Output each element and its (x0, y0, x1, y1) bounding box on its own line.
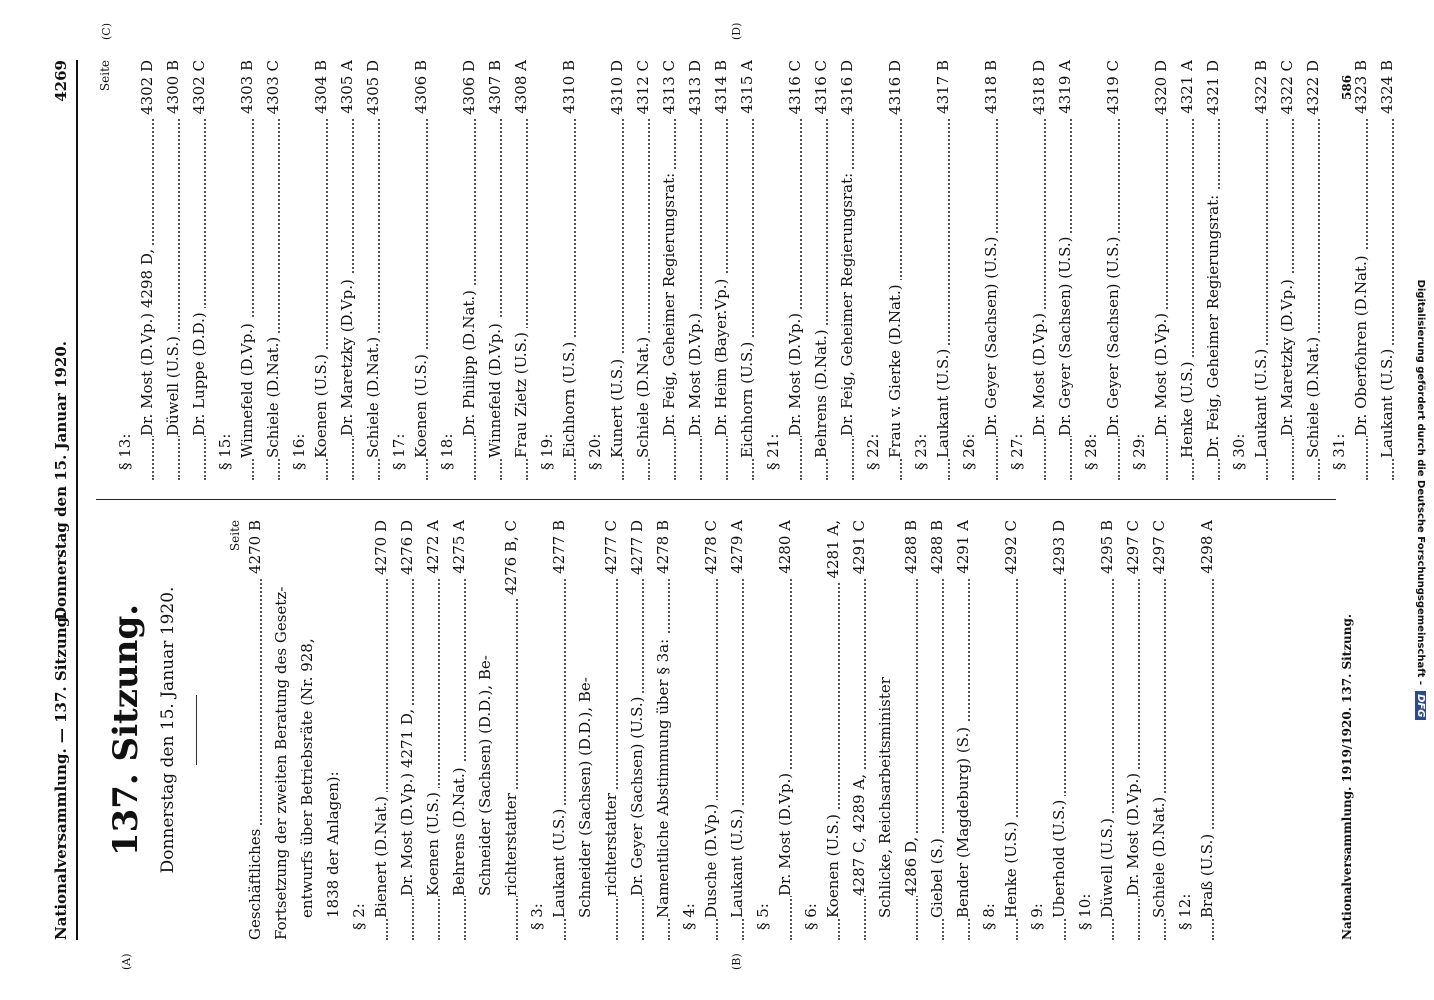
index-entry (136, 60, 162, 480)
index-entry (926, 520, 952, 940)
header-rule (76, 60, 78, 940)
index-entry (1102, 60, 1128, 480)
section-label: § 9: (1028, 903, 1046, 930)
index-entry (1176, 60, 1202, 480)
entry-text: Koenen (U.S.) (312, 350, 330, 458)
entry-page: 4298 A (1198, 520, 1216, 578)
entry-page: 4277 B (550, 520, 568, 578)
section-label: § 22: (864, 433, 882, 470)
section-label: § 2: (350, 903, 368, 930)
section-label: § 3: (528, 903, 546, 930)
entry-text: Dr. Most (D.Vp.) (1152, 309, 1170, 436)
entry-text: Giebel (S.) (928, 834, 946, 918)
entry-text: Bienert (D.Nat.) (372, 792, 390, 918)
index-entry (370, 520, 396, 940)
title-dash (196, 695, 197, 765)
entry-page: 4280 A (776, 520, 794, 578)
entry-text: 1838 der Anlagen): (324, 767, 342, 918)
entry-page: 4313 C (660, 60, 678, 118)
entry-text: Eichhorn (U.S.) (560, 338, 578, 458)
entry-text: 4287 C, 4289 A, (850, 770, 868, 896)
entry-page: 4302 C (190, 60, 208, 118)
entry-page: 4276 D (398, 520, 416, 579)
entry-page: 4278 B (654, 520, 672, 578)
entry-text: Schiele (D.Nat.) (364, 333, 382, 458)
entry-page: 4303 B (238, 60, 256, 118)
margin-marker-b: (B) (730, 953, 743, 970)
entry-page: 4324 B (1378, 60, 1396, 118)
entry-text: Dr. Geyer (Sachsen) (U.S.) (1104, 233, 1122, 436)
entry-text: Dr. Geyer (Sachsen) (U.S.) (982, 233, 1000, 436)
entry-text: Schlicke, Reichsarbeitsminister (876, 673, 894, 918)
section-label: § 8: (980, 903, 998, 930)
entry-text: Henke (U.S.) (1002, 817, 1020, 918)
entry-text: Frau v. Gierke (D.Nat.) (886, 280, 904, 458)
footer-left: Nationalversammlung. 1919/1920. 137. Sitzung. (1340, 613, 1354, 940)
entry-text: Laukant (U.S.) (1378, 345, 1396, 458)
entry-text: Laukant (U.S.) (550, 805, 568, 918)
entry-text: Dr. Most (D.Vp.) (686, 309, 704, 436)
index-entry (600, 520, 626, 940)
dfg-logo: DFG (1415, 691, 1426, 720)
section-heading (1026, 520, 1048, 940)
section-heading (114, 60, 136, 480)
entry-text: Dr. Geyer (Sachsen) (U.S.) (628, 693, 646, 896)
section-label: § 26: (960, 433, 978, 470)
right-index-list (114, 60, 1402, 480)
entry-text: Fortsetzung der zweiten Beratung des Gesetz- (272, 583, 290, 940)
index-entry (836, 60, 862, 480)
index-entry (626, 520, 652, 940)
entry-page: 4321 A (1178, 60, 1196, 118)
entry-page: 4297 C (1124, 520, 1142, 578)
entry-text: Dr. Maretzky (D.Vp.) (1278, 275, 1296, 436)
entry-text: Frau Zietz (U.S.) (512, 328, 530, 458)
entry-text: Winnefeld (D.Vp.) (238, 319, 256, 458)
margin-marker-c: (C) (100, 23, 113, 40)
entry-text: Dr. Heim (Bayer.Vp.) (712, 275, 730, 436)
entry-page: 4270 D (372, 520, 390, 579)
entry-text: richterstatter (502, 789, 520, 896)
entry-page: 4317 B (934, 60, 952, 118)
entry-page: 4306 D (460, 60, 478, 119)
entry-page: 4300 B (164, 60, 182, 118)
header-left: Nationalversammlung. — 137. Sitzung. (52, 611, 70, 940)
entry-text: entwurfs über Betriebsräte (Nr. 928, (298, 634, 316, 918)
entry-page: 4319 A (1056, 60, 1074, 118)
session-title: 137. Sitzung. (106, 603, 146, 857)
section-label: § 29: (1130, 433, 1148, 470)
entry-text: Uberhold (U.S.) (1050, 796, 1068, 918)
index-entry (396, 520, 422, 940)
section-label: § 17: (390, 433, 408, 470)
entry-text: Schneider (Sachsen) (D.D.), Be- (576, 673, 594, 918)
index-entry (952, 520, 978, 940)
section-label: § 31: (1330, 433, 1348, 470)
index-entry (1376, 60, 1402, 480)
index-entry (1276, 60, 1302, 480)
section-label: § 15: (216, 433, 234, 470)
section-heading (1006, 60, 1028, 480)
index-entry (932, 60, 958, 480)
index-entry (606, 60, 632, 480)
section-heading (1328, 60, 1350, 480)
section-heading (752, 520, 774, 940)
section-heading (536, 60, 558, 480)
section-heading (436, 60, 458, 480)
entry-page: 4277 C (602, 520, 620, 578)
entry-text: Laukant (U.S.) (728, 805, 746, 918)
entry-text: Schiele (D.Nat.) (264, 333, 282, 458)
index-entry (652, 520, 678, 940)
index-entry (1302, 60, 1328, 480)
entry-text: Bender (Magdeburg) (S.) (954, 723, 972, 918)
index-entry (1202, 60, 1228, 480)
index-entry (736, 60, 762, 480)
header-center: Donnerstag den 15. Januar 1920. (52, 341, 70, 620)
entry-text: Geschäftliches (246, 825, 264, 940)
index-entry (410, 60, 436, 480)
entry-text: Dusche (D.Vp.) (702, 800, 720, 918)
index-entry (188, 60, 214, 480)
entry-text: richterstatter (602, 789, 620, 896)
entry-text: Dr. Feig, Geheimer Regierungsrat: (1204, 191, 1222, 458)
entry-page: 4306 B (412, 60, 430, 118)
entry-text: Dr. Most (D.Vp.) 4271 D, (398, 705, 416, 896)
section-label: § 4: (680, 903, 698, 930)
section-heading (1074, 520, 1096, 940)
entry-page: 4288 B (928, 520, 946, 578)
entry-page: 4322 C (1278, 60, 1296, 118)
entry-page: 4305 D (364, 60, 382, 119)
entry-page: 4320 D (1152, 60, 1170, 119)
entry-page: 4304 B (312, 60, 330, 118)
section-label: § 6: (802, 903, 820, 930)
section-label: § 20: (586, 433, 604, 470)
index-entry (1350, 60, 1376, 480)
index-entry (900, 520, 926, 940)
margin-marker-a: (A) (120, 953, 133, 970)
index-entry (362, 60, 388, 480)
footer-right: 586 (1340, 74, 1354, 100)
section-heading (348, 520, 370, 940)
section-label: § 23: (912, 433, 930, 470)
entry-text: Dr. Most (D.Vp.) (786, 309, 804, 436)
entry-page: 4307 B (486, 60, 504, 118)
section-label: § 12: (1176, 893, 1194, 930)
running-header (52, 60, 76, 940)
left-index-list (244, 520, 1222, 940)
index-entry (574, 520, 600, 940)
entry-page: 4303 C (264, 60, 282, 118)
entry-text: Schiele (D.Nat.) (634, 333, 652, 458)
entry-text: Kunert (U.S.) (608, 355, 626, 458)
session-title-block (96, 520, 226, 940)
index-entry (500, 520, 526, 940)
entry-page: 4305 A (338, 60, 356, 118)
entry-page: 4291 C (850, 520, 868, 578)
index-entry (822, 520, 848, 940)
entry-page: 4308 A (512, 60, 530, 118)
section-label: § 5: (754, 903, 772, 930)
entry-page: 4318 D (1030, 60, 1048, 119)
index-entry (336, 60, 362, 480)
section-heading (958, 60, 980, 480)
column-divider (96, 499, 1336, 500)
entry-text: Schiele (D.Nat.) (1304, 333, 1322, 458)
entry-text: Dr. Oberfohren (D.Nat.) (1352, 251, 1370, 436)
index-entry (1028, 60, 1054, 480)
entry-text: Koenen (U.S.) (824, 810, 842, 918)
entry-page: 4270 B (246, 520, 264, 578)
entry-page: 4292 C (1002, 520, 1020, 578)
section-heading (388, 60, 410, 480)
section-heading (584, 60, 606, 480)
entry-text: Laukant (U.S.) (934, 345, 952, 458)
section-heading (978, 520, 1000, 940)
entry-page: 4322 D (1304, 60, 1322, 119)
entry-page: 4277 D (628, 520, 646, 579)
entry-page: 4322 B (1252, 60, 1270, 118)
section-heading (1080, 60, 1102, 480)
entry-text: Dr. Most (D.Vp.) (776, 769, 794, 896)
entry-text: Dr. Most (D.Vp.) (1124, 769, 1142, 896)
section-label: § 28: (1082, 433, 1100, 470)
entry-page: 4318 B (982, 60, 1000, 118)
section-heading (800, 520, 822, 940)
entry-page: 4316 C (812, 60, 830, 118)
index-entry (632, 60, 658, 480)
entry-page: 4288 B (902, 520, 920, 578)
side-note-text: Digitalisierung gefördert durch die Deutsche Forschungsgemeinschaft - (1415, 279, 1426, 686)
entry-page: 4276 B, C (502, 520, 520, 599)
index-entry (448, 520, 474, 940)
section-heading (910, 60, 932, 480)
section-label: § 21: (764, 433, 782, 470)
index-entry (1250, 60, 1276, 480)
entry-text: Dr. Philipp (D.Nat.) (460, 286, 478, 436)
left-column (96, 520, 1222, 940)
index-entry (262, 60, 288, 480)
entry-page: 4316 D (886, 60, 904, 119)
entry-page: 4315 A (738, 60, 756, 118)
entry-page: 4310 D (608, 60, 626, 119)
entry-text: Henke (U.S.) (1178, 357, 1196, 458)
index-entry (884, 60, 910, 480)
section-label: § 30: (1230, 433, 1248, 470)
section-heading (1128, 60, 1150, 480)
section-heading (288, 60, 310, 480)
entry-text: Dr. Feig, Geheimer Regierungsrat: (838, 169, 856, 436)
entry-page: 4316 C (786, 60, 804, 118)
entry-page: 4275 A (450, 520, 468, 578)
side-note (1412, 20, 1426, 980)
entry-page: 4279 A (728, 520, 746, 578)
index-entry (236, 60, 262, 480)
entry-text: Koenen (U.S.) (424, 788, 442, 896)
entry-page: 4291 A (954, 520, 972, 578)
index-entry (810, 60, 836, 480)
margin-marker-d: (D) (730, 22, 743, 40)
entry-text: Schiele (D.Nat.) (1150, 793, 1168, 918)
index-entry (510, 60, 536, 480)
index-entry (422, 520, 448, 940)
index-entry (1096, 520, 1122, 940)
entry-text: Behrens (D.Nat.) (450, 763, 468, 896)
index-entry (700, 520, 726, 940)
entry-text: Namentliche Abstimmung über § 3a: (654, 635, 672, 918)
index-entry (1054, 60, 1080, 480)
page-number: 4269 (52, 60, 70, 102)
entry-page: 4297 C (1150, 520, 1168, 578)
entry-text: Behrens (D.Nat.) (812, 325, 830, 458)
entry-text: Dr. Maretzky (D.Vp.) (338, 275, 356, 436)
right-column (96, 60, 1402, 480)
index-entry (1196, 520, 1222, 940)
entry-page: 4281 A, (824, 520, 842, 583)
seite-label: Seite (228, 520, 242, 552)
entry-page: 4312 C (634, 60, 652, 118)
entry-page: 4293 D (1050, 520, 1068, 579)
entry-text: Laukant (U.S.) (1252, 345, 1270, 458)
entry-text: Winnefeld (D.Vp.) (486, 319, 504, 458)
index-entry (558, 60, 584, 480)
section-label: § 13: (116, 433, 134, 470)
section-label: § 18: (438, 433, 456, 470)
index-entry (658, 60, 684, 480)
entry-page: 4272 A (424, 520, 442, 578)
section-heading (1228, 60, 1250, 480)
index-entry (1150, 60, 1176, 480)
section-heading (214, 60, 236, 480)
entry-text: Koenen (U.S.) (412, 350, 430, 458)
entry-text: Dr. Most (D.Vp.) 4298 D, (138, 245, 156, 436)
entry-page: 4313 D (686, 60, 704, 119)
index-entry (548, 520, 574, 940)
index-entry (848, 520, 874, 940)
entry-text: Schneider (Sachsen) (D.D.), Be- (476, 651, 494, 896)
index-entry (710, 60, 736, 480)
section-label: § 16: (290, 433, 308, 470)
session-date: Donnerstag den 15. Januar 1920. (158, 586, 178, 874)
entry-page: 4302 D (138, 60, 156, 119)
section-heading (526, 520, 548, 940)
index-entry (474, 520, 500, 940)
index-entry (244, 520, 270, 940)
entry-page: 4321 D (1204, 60, 1222, 119)
entry-page: 4323 B (1352, 60, 1370, 118)
index-entry (162, 60, 188, 480)
index-entry (1122, 520, 1148, 940)
index-entry (270, 520, 296, 940)
index-entry (874, 520, 900, 940)
index-entry (1148, 520, 1174, 940)
index-entry (1048, 520, 1074, 940)
index-entry (310, 60, 336, 480)
entry-page: 4319 C (1104, 60, 1122, 118)
entry-page: 4310 B (560, 60, 578, 118)
entry-text: Dr. Most (D.Vp.) (1030, 309, 1048, 436)
index-entry (784, 60, 810, 480)
index-entry (296, 520, 322, 940)
entry-page: 4314 B (712, 60, 730, 118)
entry-text: Eichhorn (U.S.) (738, 338, 756, 458)
entry-text: 4286 D, (902, 833, 920, 896)
entry-text: Dr. Feig, Geheimer Regierungsrat: (660, 169, 678, 436)
entry-page: 4278 C (702, 520, 720, 578)
index-entry (484, 60, 510, 480)
entry-page: 4295 B (1098, 520, 1116, 578)
index-entry (458, 60, 484, 480)
section-heading (678, 520, 700, 940)
seite-label-right: Seite (98, 60, 112, 92)
section-label: § 10: (1076, 893, 1094, 930)
section-heading (1174, 520, 1196, 940)
index-entry (980, 60, 1006, 480)
entry-text: Düwell (U.S.) (1098, 814, 1116, 918)
entry-text: Dr. Luppe (D.D.) (190, 308, 208, 436)
section-label: § 27: (1008, 433, 1026, 470)
section-label: § 19: (538, 433, 556, 470)
index-entry (322, 520, 348, 940)
section-heading (862, 60, 884, 480)
entry-text: Braß (U.S.) (1198, 830, 1216, 918)
entry-text: Düwell (U.S.) (164, 332, 182, 436)
section-heading (762, 60, 784, 480)
index-entry (1000, 520, 1026, 940)
entry-page: 4316 D (838, 60, 856, 119)
index-entry (684, 60, 710, 480)
index-entry (726, 520, 752, 940)
entry-text: Dr. Geyer (Sachsen) (U.S.) (1056, 233, 1074, 436)
index-entry (774, 520, 800, 940)
